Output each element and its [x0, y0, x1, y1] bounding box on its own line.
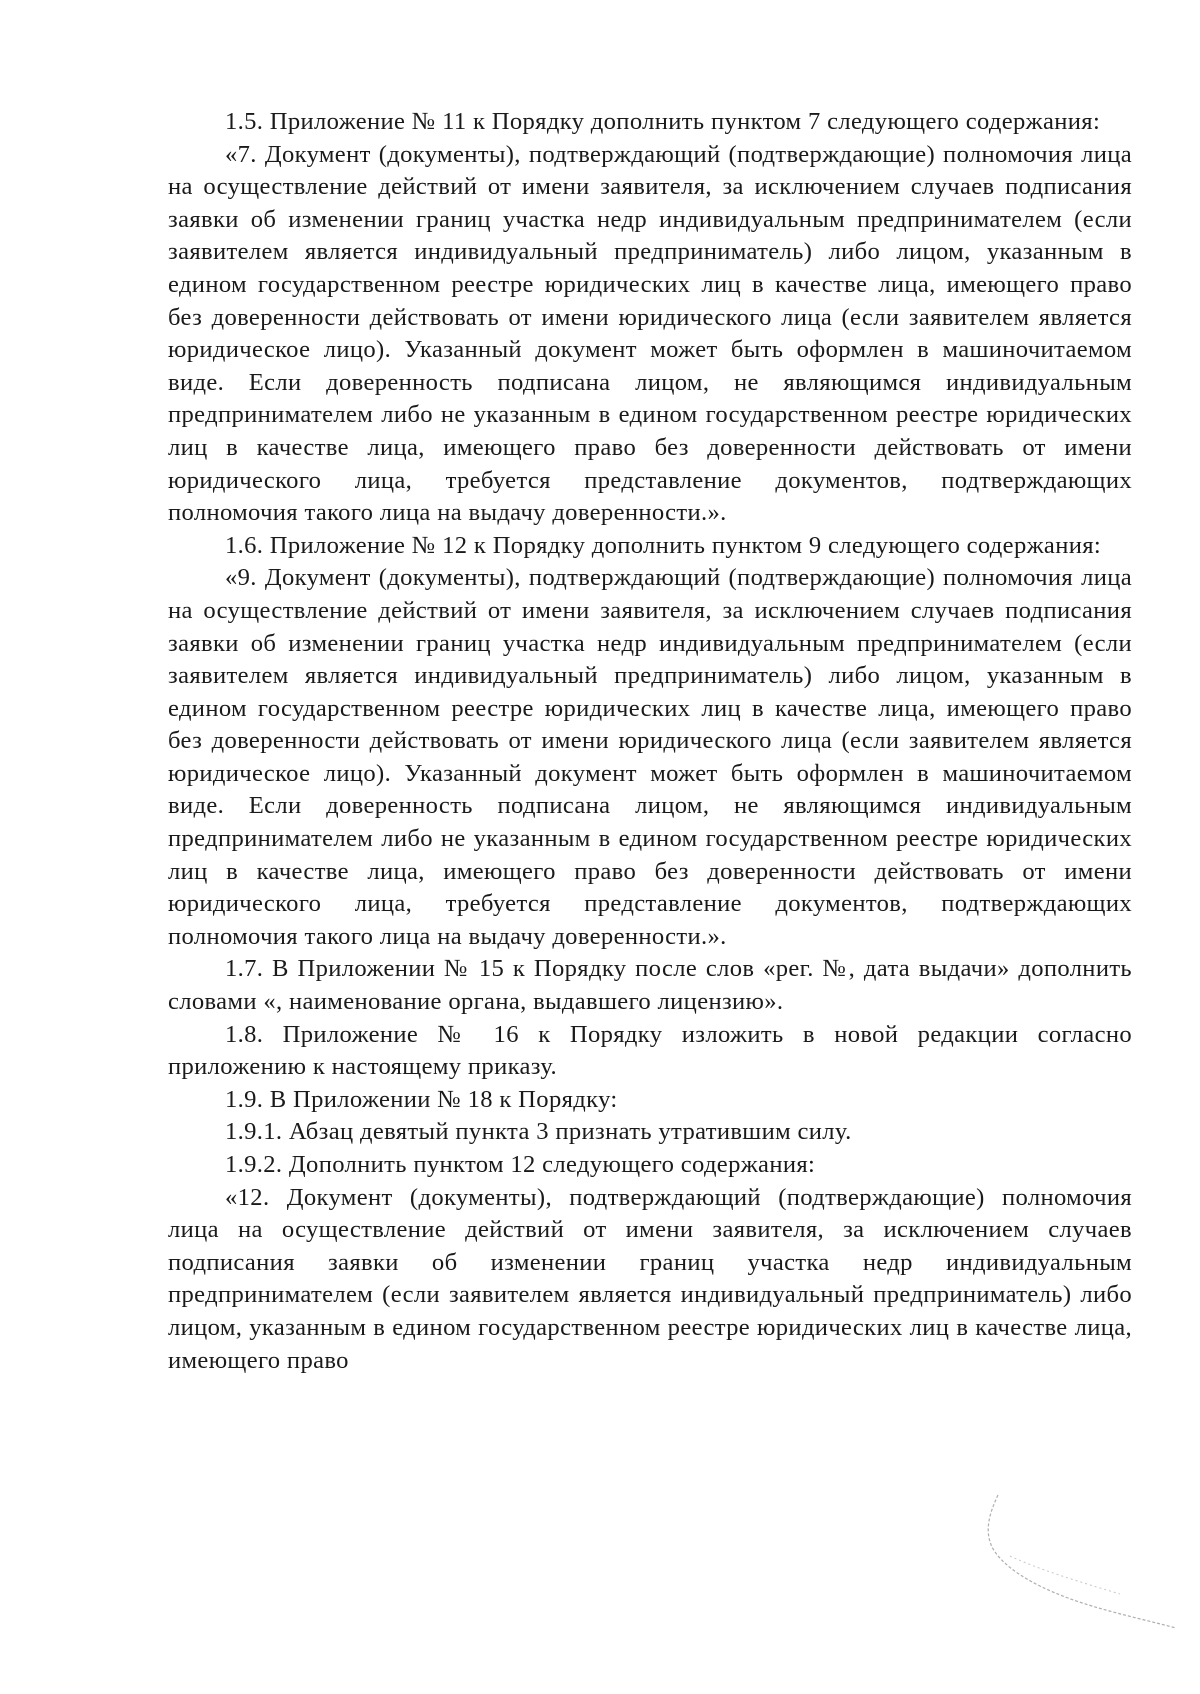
paragraph-item-9: «9. Документ (документы), подтверждающий (подтверждающие) полномочия лица на осуществление действий от имени заявителя, за исключением случаев подписания заявки об изменении границ участка недр индивидуальным предпринимателем (если заявителем является индивидуальный предприниматель) либо лицом, указанным в едином государственном реестре юридических лиц в качестве лица, имеющего право без доверенности действовать от имени юридического лица (если заявителем является юридическое лицо). Указанный документ может быть оформлен в машиночитаемом виде. Если доверенность подписана лицом, не являющимся индивидуальным предпринимателем либо не указанным в едином государственном реестре юридических лиц в качестве лица, имеющего право без доверенности действовать от имени юридического лица, требуется представление документов, подтверждающих полномочия такого лица на выдачу доверенности.». — [168, 564, 1132, 950]
paragraph-1-8: 1.8. Приложение № 16 к Порядку изложить в новой редакции согласно приложению к настоящему приказу. — [168, 1020, 1132, 1081]
paragraph-1-9: 1.9. В Приложении № 18 к Порядку: — [225, 1085, 618, 1113]
paragraph-1-9-2: 1.9.2. Дополнить пунктом 12 следующего содержания: — [225, 1151, 816, 1178]
paragraph-item-7: «7. Документ (документы), подтверждающий (подтверждающие) полномочия лица на осуществление действий от имени заявителя, за исключением случаев подписания заявки об изменении границ участка недр индивидуальным предпринимателем (если заявителем является индивидуальный предприниматель) либо лицом, указанным в едином государственном реестре юридических лиц в качестве лица, имеющего право без доверенности действовать от имени юридического лица (если заявителем является юридическое лицо). Указанный документ может быть оформлен в машиночитаемом виде. Если доверенность подписана лицом, не являющимся индивидуальным предпринимателем либо не указанным в едином государственном реестре юридических лиц в качестве лица, имеющего право без доверенности действовать от имени юридического лица, требуется представление документов, подтверждающих полномочия такого лица на выдачу доверенности.». — [168, 140, 1132, 527]
paragraph-1-6: 1.6. Приложение № 12 к Порядку дополнить пунктом 9 следующего содержания: — [225, 531, 1102, 559]
paragraph-item-12: «12. Документ (документы), подтверждающий (подтверждающие) полномочия лица на осуществление действий от имени заявителя, за исключением случаев подписания заявки об изменении границ участка недр индивидуальным предпринимателем (если заявителем является индивидуальный предприниматель) либо лицом, указанным в едином государственном реестре юридических лиц в качестве лица, имеющего право — [168, 1183, 1132, 1374]
document-body — [168, 106, 1132, 1377]
paragraph-1-9-1: 1.9.1. Абзац девятый пункта 3 признать утратившим силу. — [225, 1118, 852, 1146]
paragraph-1-5: 1.5. Приложение № 11 к Порядку дополнить пунктом 7 следующего содержания: — [225, 108, 1101, 135]
paragraph-1-7: 1.7. В Приложении № 15 к Порядку после слов «рег. №, дата выдачи» дополнить словами «, наименование органа, выдавшего лицензию». — [168, 955, 1132, 1016]
